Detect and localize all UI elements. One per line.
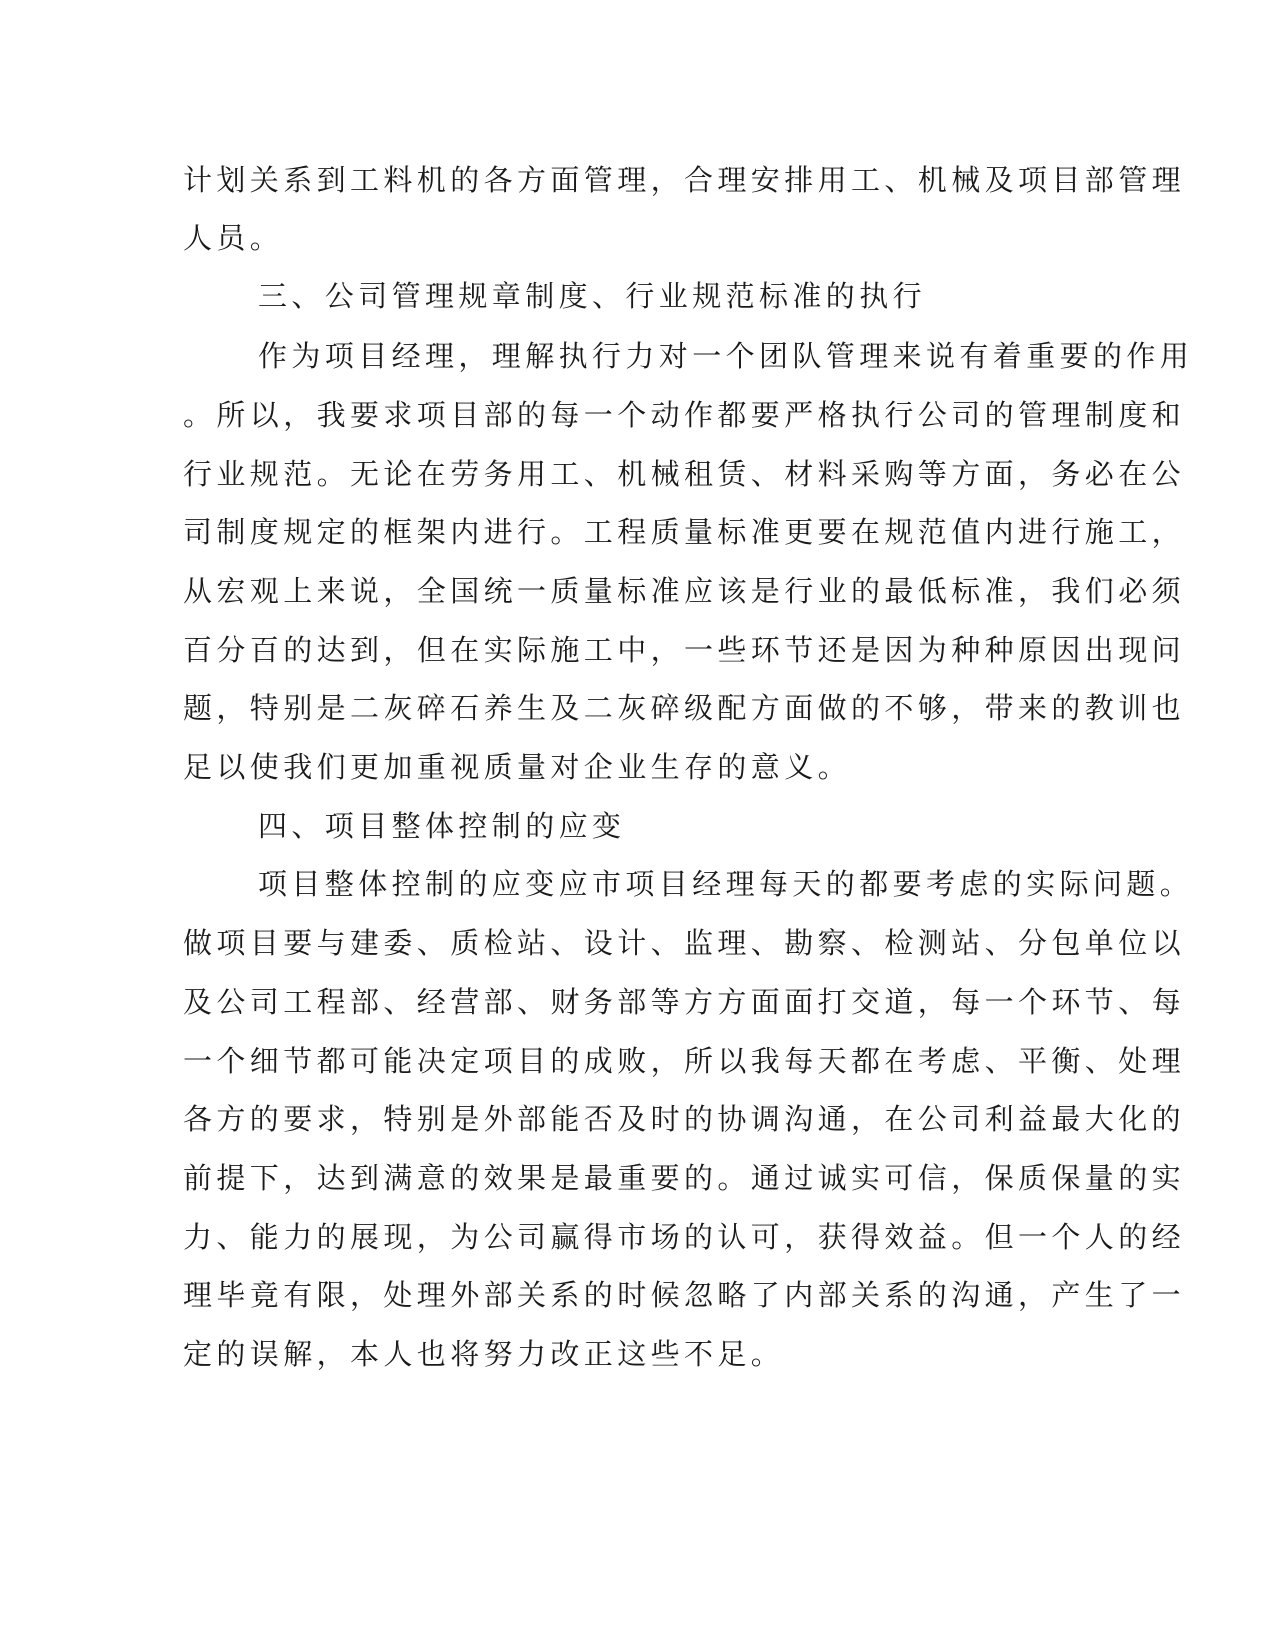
paragraph-line: 足以使我们更加重视质量对企业生存的意义。	[183, 750, 852, 784]
paragraph-line: 及公司工程部、经营部、财务部等方方面面打交道，每一个环节、每	[183, 985, 1186, 1019]
paragraph-line: 力、能力的展现，为公司赢得市场的认可，获得效益。但一个人的经	[183, 1220, 1186, 1254]
paragraph-line: 。所以，我要求项目部的每一个动作都要严格执行公司的管理制度和	[183, 398, 1186, 432]
paragraph-line: 人员。	[183, 221, 284, 255]
paragraph-line: 作为项目经理，理解执行力对一个团队管理来说有着重要的作用	[258, 339, 1194, 373]
paragraph-line: 一个细节都可能决定项目的成败，所以我每天都在考虑、平衡、处理	[183, 1044, 1186, 1078]
paragraph-line: 理毕竟有限，处理外部关系的时候忽略了内部关系的沟通，产生了一	[183, 1278, 1186, 1312]
paragraph-line: 题，特别是二灰碎石养生及二灰碎级配方面做的不够，带来的教训也	[183, 691, 1186, 725]
section-heading: 四、项目整体控制的应变	[258, 809, 626, 843]
paragraph-line: 行业规范。无论在劳务用工、机械租赁、材料采购等方面，务必在公	[183, 457, 1186, 491]
paragraph-line: 前提下，达到满意的效果是最重要的。通过诚实可信，保质保量的实	[183, 1161, 1186, 1195]
paragraph-line: 从宏观上来说，全国统一质量标准应该是行业的最低标准，我们必须	[183, 574, 1186, 608]
paragraph-line: 计划关系到工料机的各方面管理，合理安排用工、机械及项目部管理	[183, 163, 1186, 197]
paragraph-line: 百分百的达到，但在实际施工中，一些环节还是因为种种原因出现问	[183, 633, 1186, 667]
paragraph-line: 做项目要与建委、质检站、设计、监理、勘察、检测站、分包单位以	[183, 926, 1186, 960]
paragraph-line: 定的误解，本人也将努力改正这些不足。	[183, 1337, 785, 1371]
paragraph-line: 项目整体控制的应变应市项目经理每天的都要考虑的实际问题。	[258, 867, 1194, 901]
paragraph-line: 各方的要求，特别是外部能否及时的协调沟通，在公司利益最大化的	[183, 1102, 1186, 1136]
paragraph-line: 司制度规定的框架内进行。工程质量标准更要在规范值内进行施工，	[183, 515, 1186, 549]
section-heading: 三、公司管理规章制度、行业规范标准的执行	[258, 279, 927, 313]
